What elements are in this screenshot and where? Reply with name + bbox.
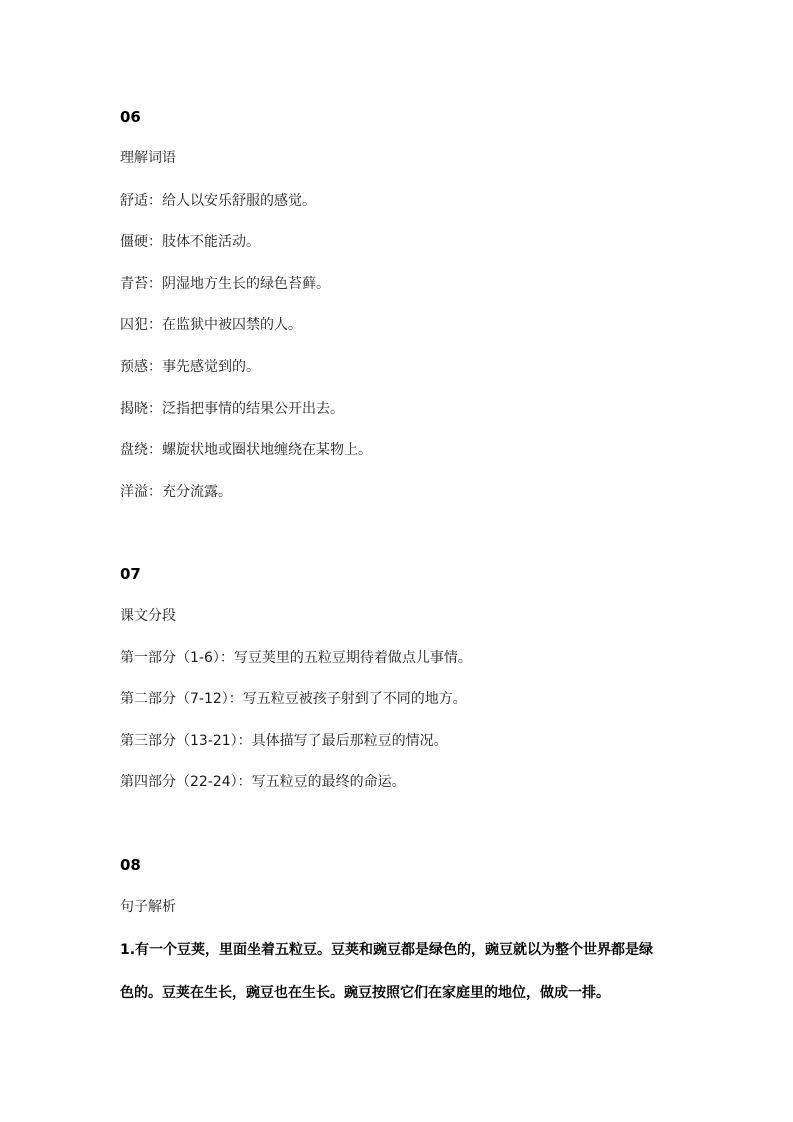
segment-item: 第三部分（13-21）：具体描写了最后那粒豆的情况。 [120,733,448,749]
vocab-item: 预感：事先感觉到的。 [120,359,260,375]
section-number-07: 07 [120,565,141,583]
segment-item: 第二部分（7-12）：写五粒豆被孩子射到了不同的地方。 [120,691,467,707]
vocab-item: 洋溢：充分流露。 [120,484,232,500]
vocab-item: 囚犯：在监狱中被囚禁的人。 [120,317,302,333]
segment-item: 第四部分（22-24）：写五粒豆的最终的命运。 [120,774,406,790]
sentence-line: 色的。豆荚在生长，豌豆也在生长。豌豆按照它们在家庭里的地位，做成一排。 [120,985,610,1001]
vocab-item: 揭晓：泛指把事情的结果公开出去。 [120,401,344,417]
segment-item: 第一部分（1-6）：写豆荚里的五粒豆期待着做点儿事情。 [120,650,472,666]
section-title-segmentation: 课文分段 [120,608,176,624]
vocab-item: 盘绕：螺旋状地或圈状地缠绕在某物上。 [120,442,372,458]
vocab-item: 僵硬：肢体不能活动。 [120,234,260,250]
section-number-06: 06 [120,108,141,126]
section-title-vocabulary: 理解词语 [120,150,176,166]
section-title-sentence-analysis: 句子解析 [120,899,176,915]
vocab-item: 青苔：阴湿地方生长的绿色苔藓。 [120,276,330,292]
vocab-item: 舒适：给人以安乐舒服的感觉。 [120,193,316,209]
section-number-08: 08 [120,856,141,874]
sentence-line: 1.有一个豆荚，里面坐着五粒豆。豆荚和豌豆都是绿色的，豌豆就以为整个世界都是绿 [120,942,654,958]
